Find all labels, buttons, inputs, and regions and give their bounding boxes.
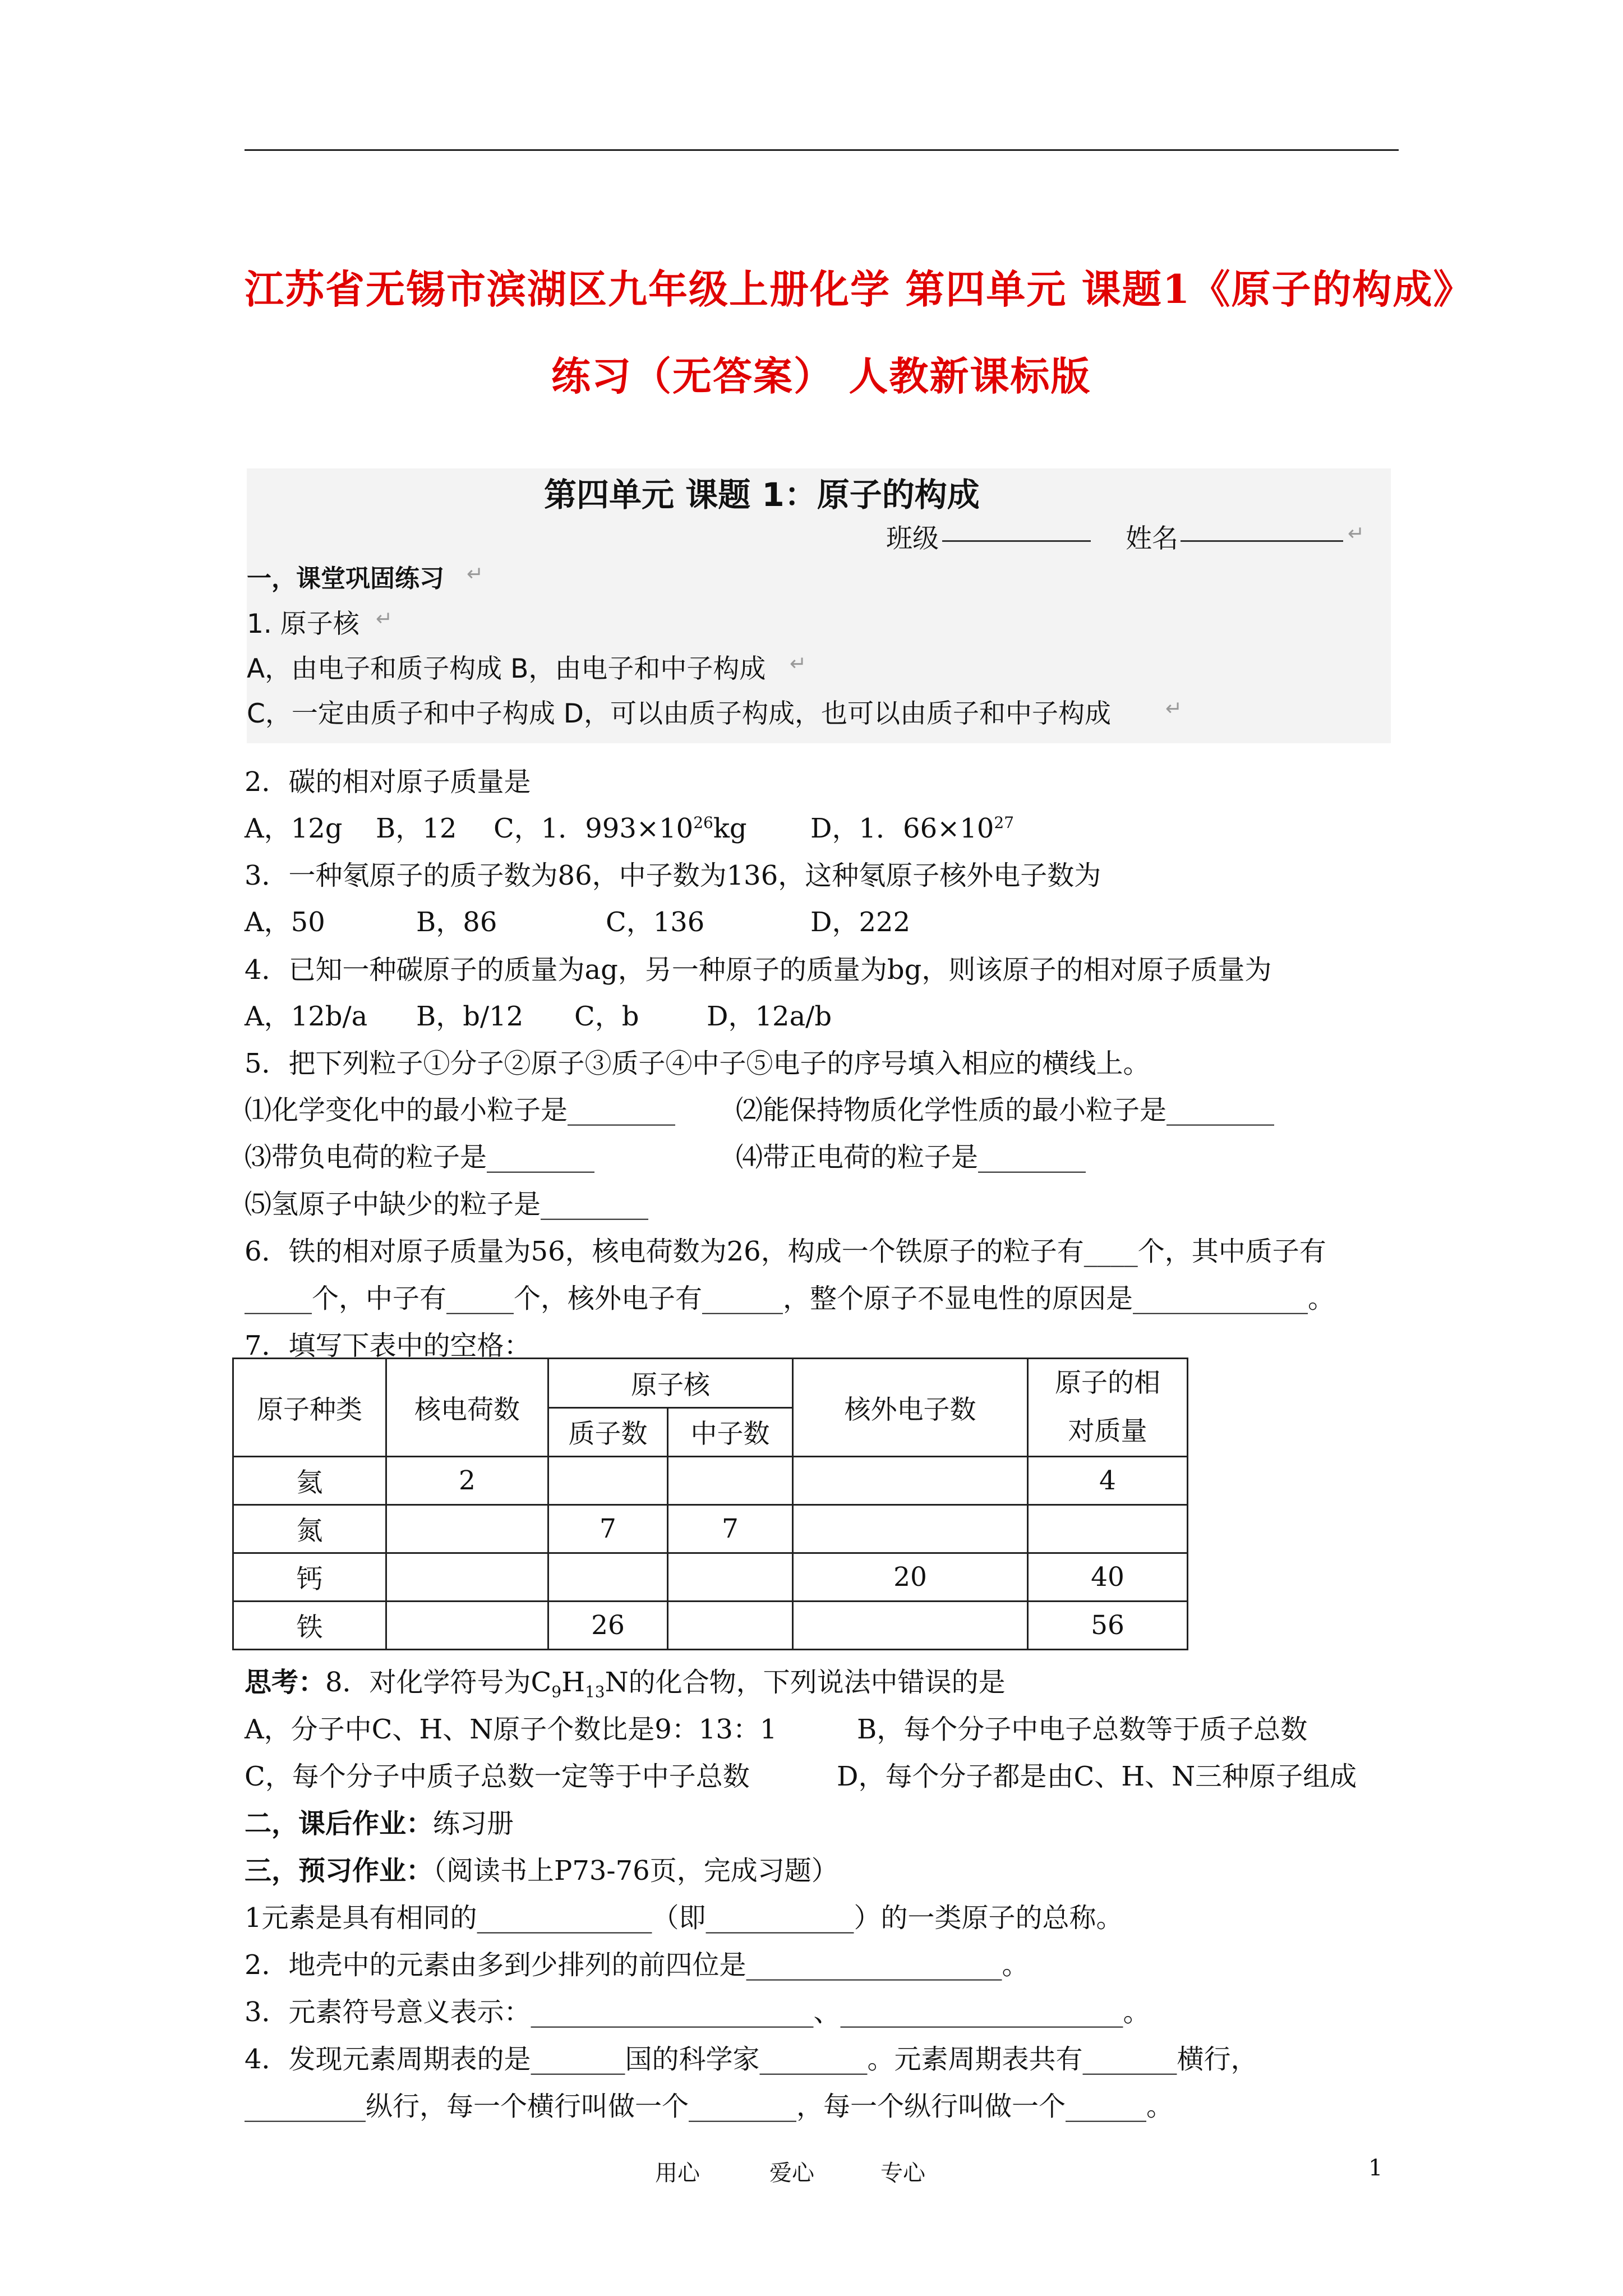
cell-charge (386, 1505, 548, 1553)
q5-stem: 5．把下列粒子①分子②原子③质子④中子⑤电子的序号填入相应的横线上。 (245, 1048, 1150, 1079)
q2-option-d-exp: 27 (994, 813, 1015, 832)
section2-text: 练习册 (433, 1808, 514, 1839)
q4-option-b: B，b/12 (416, 1001, 524, 1032)
th-nucleus: 原子核 (548, 1359, 793, 1408)
q5-item-3: ⑶带负电荷的粒子是________ (245, 1142, 595, 1173)
preview-q1: 1元素是具有相同的_____________（即___________）的一类原子的总称。 (245, 1902, 1123, 1934)
q8-pre: 8．对化学符号为C (325, 1667, 552, 1698)
return-mark-icon: ↵ (1348, 522, 1365, 545)
q4-option-a: A，12b/a (245, 1001, 368, 1032)
class-label: 班级 (886, 523, 939, 554)
preview-q3: 3．元素符号意义表示：_____________________、_____________________。 (245, 1996, 1150, 2028)
th-nuclear-charge: 核电荷数 (386, 1359, 548, 1457)
q6-line1: 6．铁的相对原子质量为56，核电荷数为26，构成一个铁原子的粒子有____个，其中质子有 (245, 1236, 1326, 1267)
q8-stem (245, 1660, 1006, 1701)
q5-item-2: ⑵能保持物质化学性质的最小粒子是________ (736, 1094, 1275, 1126)
q2-option-d-text: D，1．66×10 (810, 813, 994, 844)
cell-charge (386, 1602, 548, 1650)
cell-electron (793, 1457, 1028, 1505)
cell-neutron (668, 1602, 793, 1650)
q8-option-c: C，每个分子中质子总数一定等于中子总数 (245, 1761, 750, 1792)
cell-electron (793, 1602, 1028, 1650)
cell-charge: 2 (386, 1457, 548, 1505)
name-blank (1181, 540, 1343, 542)
cell-type: 铁 (233, 1602, 386, 1650)
th-proton-count: 质子数 (548, 1407, 668, 1457)
q3-option-b: B，86 (416, 907, 497, 938)
th-neutron-count: 中子数 (668, 1407, 793, 1457)
q3-option-d: D，222 (810, 907, 911, 938)
cell-neutron: 7 (668, 1505, 793, 1553)
th-relative-mass (1028, 1359, 1188, 1457)
cell-type: 氦 (233, 1457, 386, 1505)
preview-q4-line2: _________纵行，每一个横行叫做一个________，每一个纵行叫做一个______。 (245, 2091, 1174, 2122)
q8-post: N的化合物，下列说法中错误的是 (605, 1667, 1006, 1698)
cell-mass: 40 (1028, 1553, 1188, 1602)
q4-option-c: C，b (574, 1001, 639, 1032)
q3-option-a: A，50 (245, 907, 325, 938)
q8-option-d: D，每个分子都是由C、H、N三种原子组成 (837, 1761, 1357, 1792)
section3-label: 三，预习作业： (245, 1855, 434, 1887)
th-atom-type: 原子种类 (233, 1359, 386, 1457)
th-electron-count: 核外电子数 (793, 1359, 1028, 1457)
cell-proton (548, 1553, 668, 1602)
footer-right: 专心 (880, 2160, 925, 2186)
q8-option-b: B，每个分子中电子总数等于质子总数 (857, 1714, 1308, 1745)
page-title-line2: 练习（无答案） 人教新课标版 (551, 353, 1091, 399)
think-label: 思考： (245, 1667, 326, 1698)
name-label: 姓名 (1126, 523, 1178, 554)
return-mark-icon: ↵ (467, 563, 484, 586)
header-rule (245, 149, 1399, 151)
q2-option-c-unit: kg (713, 813, 747, 844)
cell-mass: 4 (1028, 1457, 1188, 1505)
cell-mass (1028, 1505, 1188, 1553)
q2-option-c (494, 807, 747, 845)
q7-stem: 7．填写下表中的空格： (245, 1330, 531, 1361)
return-mark-icon: ↵ (790, 652, 807, 675)
cell-type: 氮 (233, 1505, 386, 1553)
footer-left: 用心 (655, 2160, 700, 2186)
q3-stem: 3．一种氡原子的质子数为86，中子数为136，这种氡原子核外电子数为 (245, 860, 1101, 891)
table-row (233, 1602, 1188, 1650)
cell-proton: 7 (548, 1505, 668, 1553)
q8-h: H (561, 1667, 585, 1698)
cell-charge (386, 1553, 548, 1602)
page-title-line1: 江苏省无锡市滨湖区九年级上册化学 第四单元 课题1《原子的构成》 (245, 266, 1474, 312)
cell-neutron (668, 1457, 793, 1505)
section3 (245, 1849, 838, 1888)
footer-mid: 爱心 (769, 2160, 814, 2186)
cell-mass: 56 (1028, 1602, 1188, 1650)
cell-proton (548, 1457, 668, 1505)
q8-sub13: 13 (584, 1682, 605, 1701)
q2-option-c-exp: 26 (693, 813, 713, 832)
preview-q2: 2．地壳中的元素由多到少排列的前四位是___________________。 (245, 1949, 1029, 1981)
class-blank (942, 540, 1091, 542)
q5-item-1: ⑴化学变化中的最小粒子是________ (245, 1094, 676, 1126)
section2-label: 二，课后作业： (245, 1808, 434, 1839)
cell-electron (793, 1505, 1028, 1553)
q8-sub9: 9 (551, 1682, 562, 1701)
q4-option-d: D，12a/b (707, 1001, 832, 1032)
q8-option-a: A，分子中C、H、N原子个数比是9：13：1 (245, 1714, 777, 1745)
q2-option-d (810, 807, 1014, 845)
return-mark-icon: ↵ (376, 608, 393, 631)
q5-item-5: ⑸氢原子中缺少的粒子是________ (245, 1189, 649, 1220)
scan-heading: 第四单元 课题 1：原子的构成 (544, 476, 980, 514)
q2-option-a: A，12g (245, 813, 343, 844)
scan-q1: 1. 原子核 (247, 609, 359, 639)
scan-q1-cd: C，一定由质子和中子构成 D，可以由质子构成，也可以由质子和中子构成 (247, 698, 1111, 729)
scan-q1-ab: A，由电子和质子构成 B，由电子和中子构成 (247, 654, 766, 684)
table-row (233, 1505, 1188, 1553)
q3-option-c: C，136 (606, 907, 705, 938)
table-row (233, 1457, 1188, 1505)
q2-option-b: B，12 (376, 813, 457, 844)
preview-q4-line1: 4．发现元素周期表的是_______国的科学家________。元素周期表共有_______横行， (245, 2044, 1258, 2075)
section1-heading: 一，课堂巩固练习 (247, 564, 444, 593)
cell-neutron (668, 1553, 793, 1602)
page-number: 1 (1368, 2155, 1383, 2181)
q2-option-c-text: C，1．993×10 (494, 813, 694, 844)
th-relative-mass-line1: 原子的相 (1055, 1368, 1160, 1398)
cell-type: 钙 (233, 1553, 386, 1602)
q5-item-4: ⑷带正电荷的粒子是________ (736, 1142, 1086, 1173)
cell-electron: 20 (793, 1553, 1028, 1602)
th-relative-mass-line2: 对质量 (1068, 1416, 1147, 1447)
section3-text: （阅读书上P73-76页，完成习题） (433, 1855, 838, 1887)
q6-line2: _____个，中子有_____个，核外电子有______，整个原子不显电性的原因是_____________。 (245, 1283, 1335, 1314)
q2-stem: 2．碳的相对原子质量是 (245, 766, 531, 798)
table-row (233, 1553, 1188, 1602)
atom-table (232, 1358, 1188, 1650)
scanned-excerpt (247, 468, 1391, 743)
return-mark-icon: ↵ (1165, 697, 1183, 720)
q4-stem: 4．已知一种碳原子的质量为ag，另一种原子的质量为bg，则该原子的相对原子质量为 (245, 954, 1272, 986)
section2 (245, 1802, 514, 1841)
cell-proton: 26 (548, 1602, 668, 1650)
